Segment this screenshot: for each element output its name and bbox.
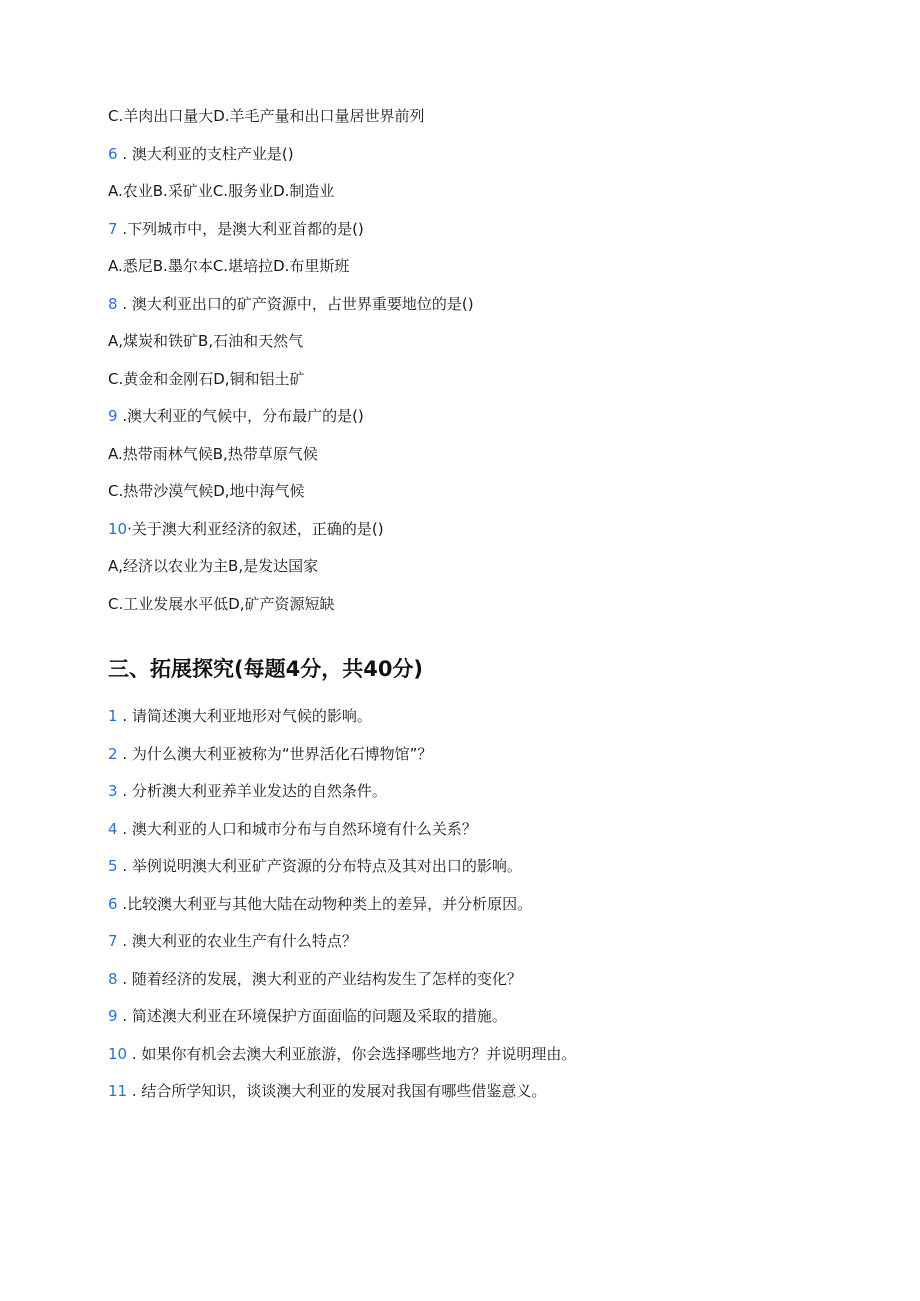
item-text: . 澳大利亚的支柱产业是() [117,144,294,163]
item-text: .比较澳大利亚与其他大陆在动物种类上的差异，并分析原因。 [117,894,533,913]
item-text: . 澳大利亚的农业生产有什么特点？ [117,932,357,950]
question-line [108,218,364,240]
question-line [108,443,318,465]
question-line [108,555,318,577]
question-line [108,105,425,127]
question-line [108,930,357,952]
item-text: . 如果你有机会去澳大利亚旅游，你会选择哪些地方？并说明理由。 [127,1044,577,1063]
item-number: 10 [108,519,128,538]
question-line [108,518,384,540]
question-line [108,368,305,390]
item-text: A.农业B.采矿业C.服务业D.制造业 [108,182,335,200]
question-line [108,780,387,802]
question-line [108,593,335,615]
question-line [108,705,372,727]
item-number: 2 [108,744,118,763]
item-number: 3 [108,782,118,800]
item-number: 1 [108,707,118,725]
section-title: 三、拓展探究(每题4分，共40分) [108,657,424,681]
item-text: C.羊肉出口量大D.羊毛产量和出口量居世界前列 [108,107,425,125]
item-text: C.工业发展水平低D,矿产资源短缺 [108,594,335,613]
item-text: . 为什么澳大利亚被称为“世界活化石博物馆”？ [117,744,433,763]
item-text: C.热带沙漠气候D,地中海气候 [108,482,305,500]
item-number: 11 [108,1082,128,1100]
item-number: 6 [108,144,118,163]
question-line [108,293,474,315]
item-text: . 澳大利亚的人口和城市分布与自然环境有什么关系？ [117,819,477,838]
item-text: . 举例说明澳大利亚矿产资源的分布特点及其对出口的影响。 [117,857,522,875]
item-number: 9 [108,407,118,425]
question-line [108,968,522,990]
question-line [108,255,349,277]
item-text: . 请简述澳大利亚地形对气候的影响。 [117,707,372,725]
item-text: C.黄金和金刚石D,铜和铝土矿 [108,369,305,388]
question-line [108,893,532,915]
question-line [108,405,364,427]
question-line [108,180,334,202]
question-line [108,743,432,765]
item-text: . 随着经济的发展，澳大利亚的产业结构发生了怎样的变化？ [117,969,522,988]
item-text: . 分析澳大利亚养羊业发达的自然条件。 [117,782,387,800]
item-number: 7 [108,219,118,238]
question-line [108,1080,546,1102]
question-line [108,480,305,502]
item-text: .澳大利亚的气候中，分布最广的是() [117,407,364,425]
item-number: 8 [108,294,118,313]
item-text: ·关于澳大利亚经济的叙述，正确的是() [127,519,384,538]
item-number: 8 [108,969,118,988]
question-line [108,330,303,352]
item-text: . 简述澳大利亚在环境保护方面面临的问题及采取的措施。 [117,1007,507,1025]
question-line [108,1005,507,1027]
item-text: A,经济以农业为主B,是发达国家 [108,557,319,575]
item-number: 4 [108,819,118,838]
question-line [108,818,477,840]
item-number: 6 [108,894,118,913]
item-number: 7 [108,932,118,950]
item-number: 9 [108,1007,118,1025]
item-text: A,煤炭和铁矿B,石油和天然气 [108,332,304,350]
question-line [108,1043,576,1065]
item-text: A.悉尼B.墨尔本C.堪培拉D.布里斯班 [108,257,350,275]
item-number: 10 [108,1044,128,1063]
item-text: .下列城市中，是澳大利亚首都的是() [117,219,364,238]
question-line [108,143,294,165]
item-text: . 结合所学知识，谈谈澳大利亚的发展对我国有哪些借鉴意义。 [127,1082,547,1100]
item-number: 5 [108,857,118,875]
question-line [108,855,522,877]
item-text: A.热带雨林气候B,热带草原气候 [108,444,318,463]
item-text: . 澳大利亚出口的矿产资源中，占世界重要地位的是() [117,294,474,313]
